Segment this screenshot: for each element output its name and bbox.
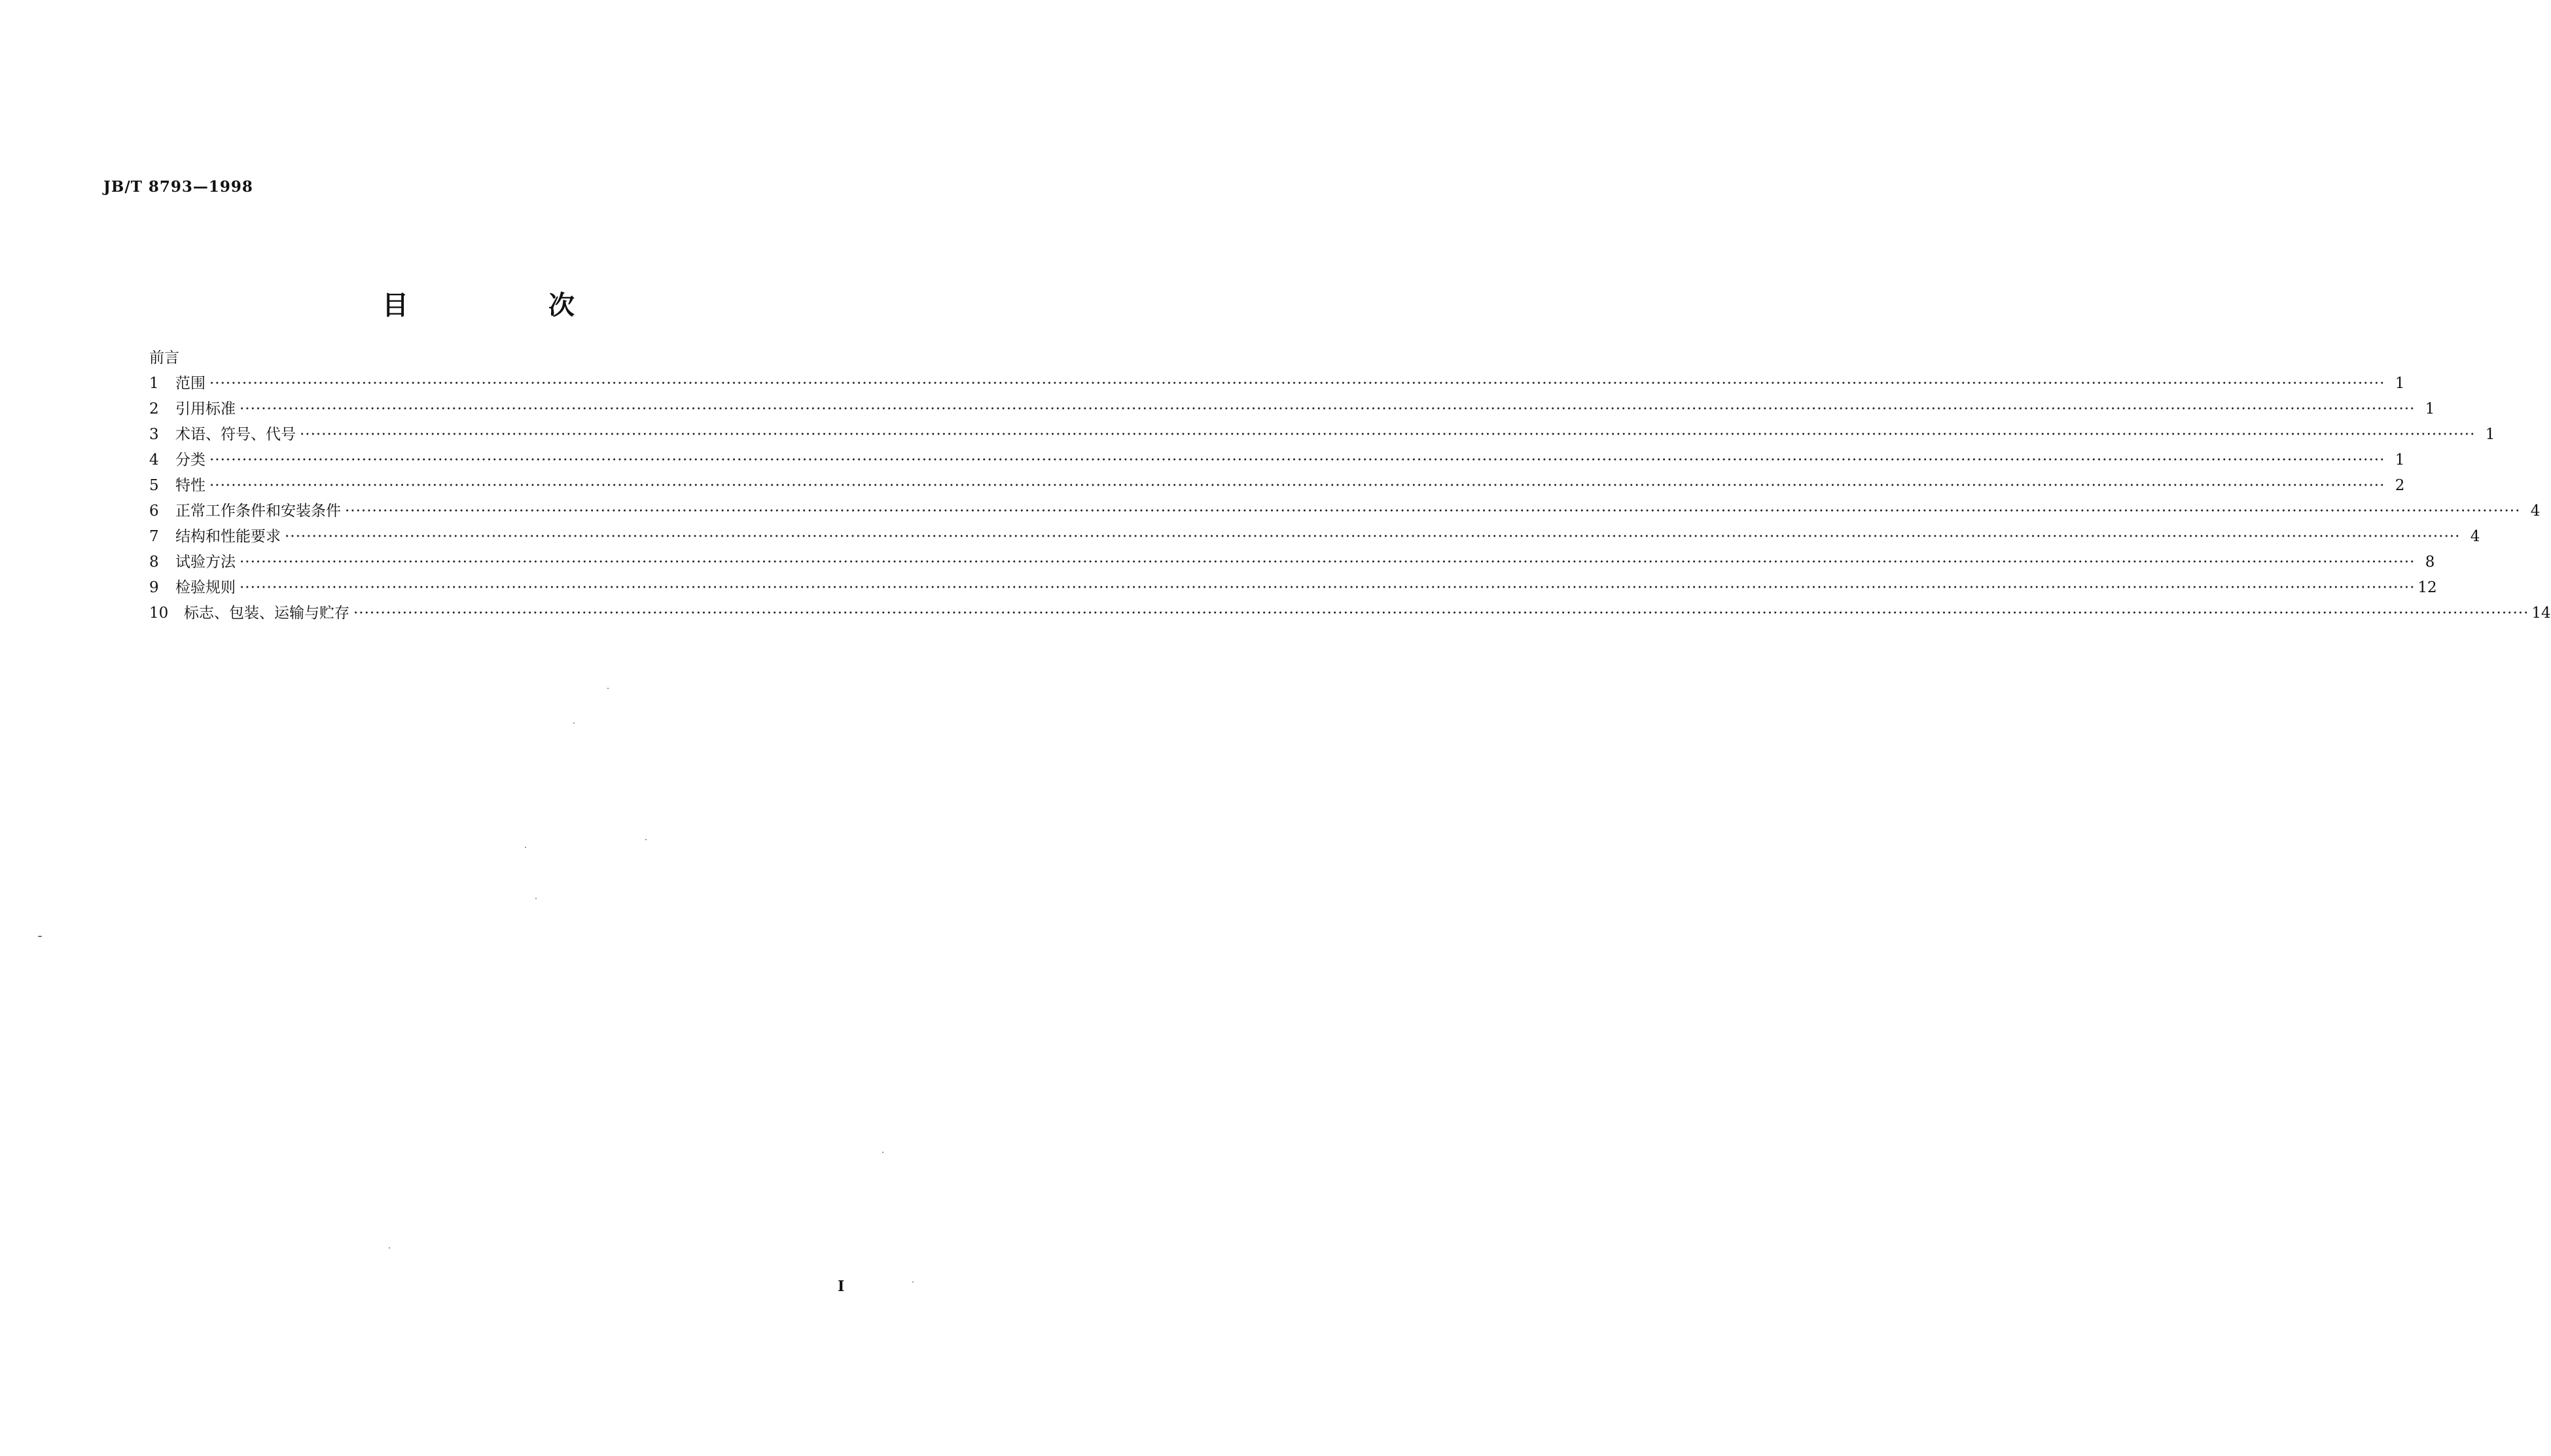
- scan-speck: [607, 688, 609, 689]
- toc-leader-dots: ················································································································································································································································································································································································································: [209, 452, 2385, 469]
- toc-leader-dots: ················································································································································································································································································································································································································: [345, 503, 2521, 520]
- toc-entry[interactable]: [149, 524, 2480, 550]
- toc-entry[interactable]: [149, 550, 2435, 575]
- toc-entry-label: 引用标准: [175, 400, 236, 417]
- toc-entry-page: 1: [2425, 400, 2435, 417]
- toc-entry-number: 1: [149, 375, 159, 392]
- scan-speck: [535, 898, 537, 899]
- standard-code: JB/T 8793—1998: [103, 178, 253, 196]
- toc-title: 目 次: [382, 291, 640, 321]
- toc-entry-label: 前言: [149, 349, 179, 366]
- toc-leader-dots: ················································································································································································································································································································································································································: [240, 579, 2416, 596]
- toc-entry-number: 6: [149, 503, 159, 520]
- toc-entry-page: 1: [2395, 375, 2405, 392]
- toc-entry-label: 特性: [175, 477, 205, 494]
- toc-entry-label: 术语、符号、代号: [175, 426, 296, 443]
- toc-entry[interactable]: [149, 575, 2437, 601]
- toc-leader-dots: ················································································································································································································································································································································································································: [285, 528, 2461, 545]
- toc-entry-page: 8: [2425, 554, 2435, 571]
- toc-leader-dots: ················································································································································································································································································································································································································: [209, 477, 2385, 494]
- toc-entry[interactable]: [149, 397, 2435, 422]
- toc-entry[interactable]: [149, 499, 2541, 524]
- toc-entry-page: 1: [2395, 452, 2405, 469]
- toc-entry-label: 正常工作条件和安装条件: [175, 503, 341, 520]
- toc-entry-label: 范围: [175, 375, 205, 392]
- toc-entry-number: 5: [149, 477, 159, 494]
- toc-entry[interactable]: [149, 371, 2405, 397]
- toc-entry-page: 4: [2530, 503, 2541, 520]
- toc-leader-dots: ················································································································································································································································································································································································································: [353, 605, 2529, 622]
- toc-leader-dots: ················································································································································································································································································································································································································: [209, 375, 2385, 392]
- toc-entry-label: 分类: [175, 452, 205, 469]
- page-number: I: [838, 1278, 845, 1295]
- toc-entry[interactable]: [149, 473, 2405, 499]
- scan-speck: [389, 1247, 390, 1249]
- toc-entry-number: 9: [149, 579, 159, 596]
- toc-leader-dots: ················································································································································································································································································································································································································: [240, 400, 2416, 417]
- toc-entry-label: 试验方法: [175, 554, 236, 571]
- toc-entry-number: 8: [149, 554, 159, 571]
- scan-speck: [912, 1281, 914, 1283]
- toc-entry-number: 7: [149, 528, 159, 545]
- toc-entry-number: 10: [149, 605, 169, 622]
- scan-speck: [38, 936, 42, 937]
- toc-entry-label: 标志、包装、运输与贮存: [184, 605, 349, 622]
- toc-entry-page: 1: [2485, 426, 2495, 443]
- toc-entry-page: 4: [2470, 528, 2480, 545]
- toc-entry-number: 3: [149, 426, 159, 443]
- toc-entry-number: 4: [149, 452, 159, 469]
- toc-entry-label: 结构和性能要求: [175, 528, 281, 545]
- toc-entry-number: 2: [149, 400, 159, 417]
- scan-speck: [882, 1152, 883, 1153]
- toc-leader-dots: ················································································································································································································································································································································································································: [240, 554, 2416, 571]
- scan-speck: [645, 839, 647, 840]
- toc-leader-dots: ················································································································································································································································································································································································································: [300, 426, 2476, 443]
- scan-speck: [573, 722, 575, 724]
- toc-entry-page: 2: [2395, 477, 2405, 494]
- toc-entry-page: 14: [2531, 605, 2551, 622]
- toc-entry-page: 12: [2417, 579, 2437, 596]
- toc-entry[interactable]: [149, 422, 2495, 448]
- scan-speck: [525, 847, 526, 848]
- table-of-contents: [149, 346, 2551, 626]
- toc-entry-label: 检验规则: [175, 579, 236, 596]
- toc-entry-preface[interactable]: [149, 346, 874, 371]
- toc-entry[interactable]: [149, 601, 2551, 626]
- toc-entry[interactable]: [149, 448, 2405, 473]
